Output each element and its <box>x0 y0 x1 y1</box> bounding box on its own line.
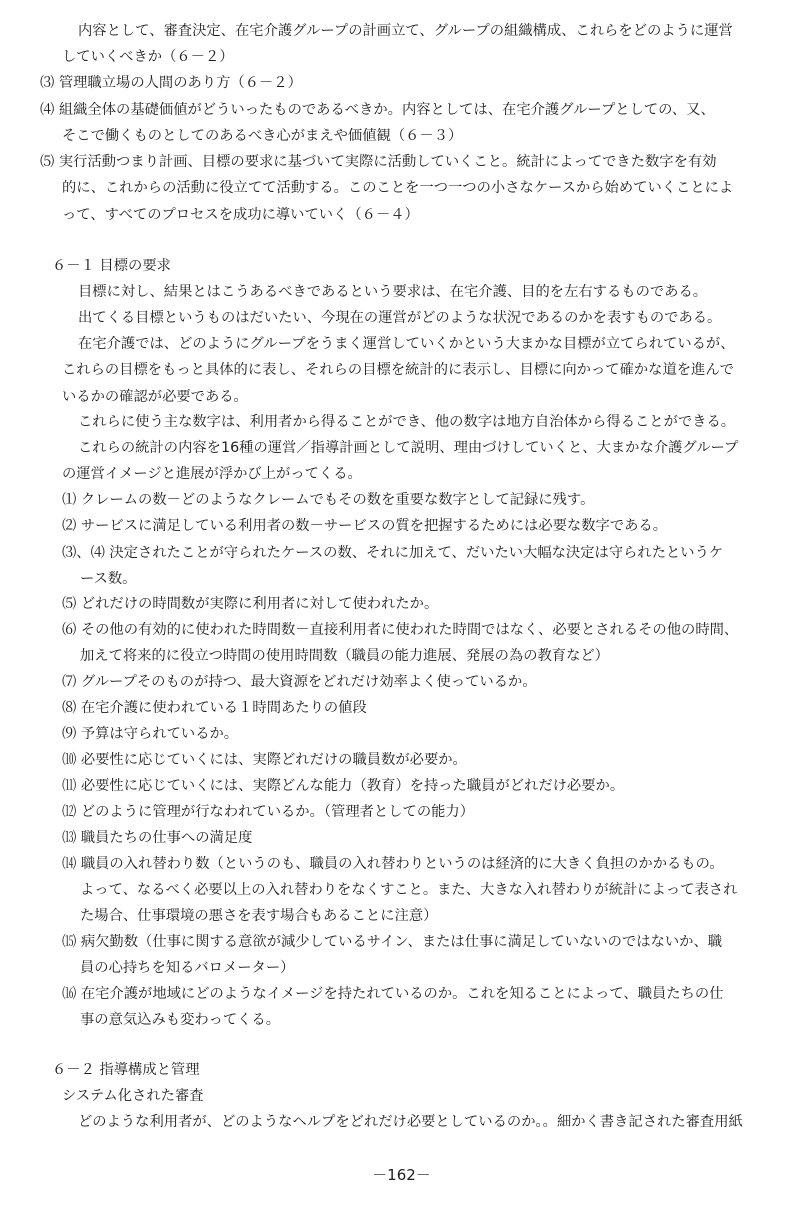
text-line: 的に、これからの活動に役立てて活動する。このことを一つ一つの小さなケースから始めていくことによ <box>62 180 734 196</box>
text-line: ース数。 <box>80 571 137 587</box>
text-line: 加えて将来的に役立つ時間の使用時間数（職員の能力進展、発展の為の教育など） <box>80 648 609 664</box>
text-line: ⑶、⑷ 決定されたことが守られたケースの数、それに加えて、だいたい大幅な決定は守られたというケ <box>62 545 724 561</box>
text-line: いるかの確認が必要である。 <box>62 389 248 405</box>
text-line: 内容として、審査決定、在宅介護グループの計画立て、グループの組織構成、これらをどのように運営 <box>78 23 733 39</box>
text-line: 在宅介護では、どのようにグループをうまく運営していくかという大まかな目標が立てられているが、 <box>78 336 735 352</box>
text-line: していくべきか（６－２） <box>62 49 234 65</box>
text-line: これらの目標をもっと具体的に表し、それらの目標を統計的に表示し、目標に向かって確かな道を進んで <box>62 362 734 378</box>
text-line: ６－１ 目標の要求 <box>52 258 171 274</box>
text-line: の運営イメージと進展が浮かび上がってくる。 <box>62 466 362 482</box>
text-line: ⑷ 組織全体の基礎価値がどういったものであるべきか。内容としては、在宅介護グループとしての、又、 <box>40 102 715 118</box>
text-line: ⒀ 職員たちの仕事への満足度 <box>62 830 253 846</box>
text-line: システム化された審査 <box>62 1088 204 1104</box>
text-line: 員の心持ちを知るバロメーター） <box>80 960 295 976</box>
text-line: ⑸ 実行活動つまり計画、目標の要求に基づいて実際に活動していくこと。統計によってできた数字を有効 <box>40 154 717 170</box>
text-line: ⒂ 病欠勤数（仕事に関する意欲が減少しているサイン、または仕事に満足していないのではないか、職 <box>62 934 723 950</box>
text-line: ⒃ 在宅介護が地域にどのようなイメージを持たれているのか。これを知ることによって、職員たちの仕 <box>62 986 724 1002</box>
text-line: ⑶ 管理職立場の人間のあり方（６－２） <box>40 75 302 91</box>
text-line: そこで働くものとしてのあるべき心がまえや価値観（６－３） <box>62 128 463 144</box>
text-line: どのような利用者が、どのようなヘルプをどれだけ必要としているのか。。細かく書き記された審査用紙 <box>78 1114 743 1130</box>
text-line: ⑸ どれだけの時間数が実際に利用者に対して使われたか。 <box>62 596 439 612</box>
text-line: ⑾ 必要性に応じていくには、実際どんな能力（教育）を持った職員がどれだけ必要か。 <box>62 778 625 794</box>
text-line: って、すべてのプロセスを成功に導いていく（６－４） <box>62 207 419 223</box>
text-line: これらの統計の内容を16種の運営／指導計画として説明、理由づけしていくと、大まかな介護グループ <box>78 440 739 456</box>
text-line: ⑹ その他の有効的に使われた時間数－直接利用者に使われた時間ではなく、必要とされるその他の時間、 <box>62 622 739 638</box>
text-line: ⑵ サービスに満足している利用者の数－サービスの質を把握するためには必要な数字である。 <box>62 518 668 534</box>
text-line: これらに使う主な数字は、利用者から得ることができ、他の数字は地方自治体から得ることができる。 <box>78 414 736 430</box>
text-line: 出てくる目標というものはだいたい、今現在の運営がどのような状況であるのかを表すものである。 <box>78 310 722 326</box>
text-line: ⑽ 必要性に応じていくには、実際どれだけの職員数が必要か。 <box>62 752 467 768</box>
page-number: －162－ <box>372 1166 431 1184</box>
text-line: ⑿ どのように管理が行なわれているか。（管理者としての能力） <box>62 804 475 820</box>
text-line: ⑼ 予算は守られているか。 <box>62 726 239 742</box>
text-line: ⒁ 職員の入れ替わり数（というのも、職員の入れ替わりというのは経済的に大きく負担のかかるもの。 <box>62 856 724 872</box>
text-line: た場合、仕事環境の悪さを表す場合もあることに注意） <box>80 908 438 924</box>
text-line: 目標に対し、結果とはこうあるべきであるという要求は、在宅介護、目的を左右するものである。 <box>78 284 708 300</box>
text-line: ⑻ 在宅介護に使われている１時間あたりの値段 <box>62 700 367 716</box>
text-line: ６－２ 指導構成と管理 <box>52 1062 200 1078</box>
text-line: ⑺ グループそのものが持つ、最大資源をどれだけ効率よく使っているか。 <box>62 674 537 690</box>
text-line: 事の意気込みも変わってくる。 <box>80 1012 281 1028</box>
text-line: よって、なるべく必要以上の入れ替わりをなくすこと。また、大きな入れ替わりが統計によって表され <box>80 882 738 898</box>
text-line: ⑴ クレームの数－どのようなクレームでもその数を重要な数字として記録に残す。 <box>62 492 595 508</box>
